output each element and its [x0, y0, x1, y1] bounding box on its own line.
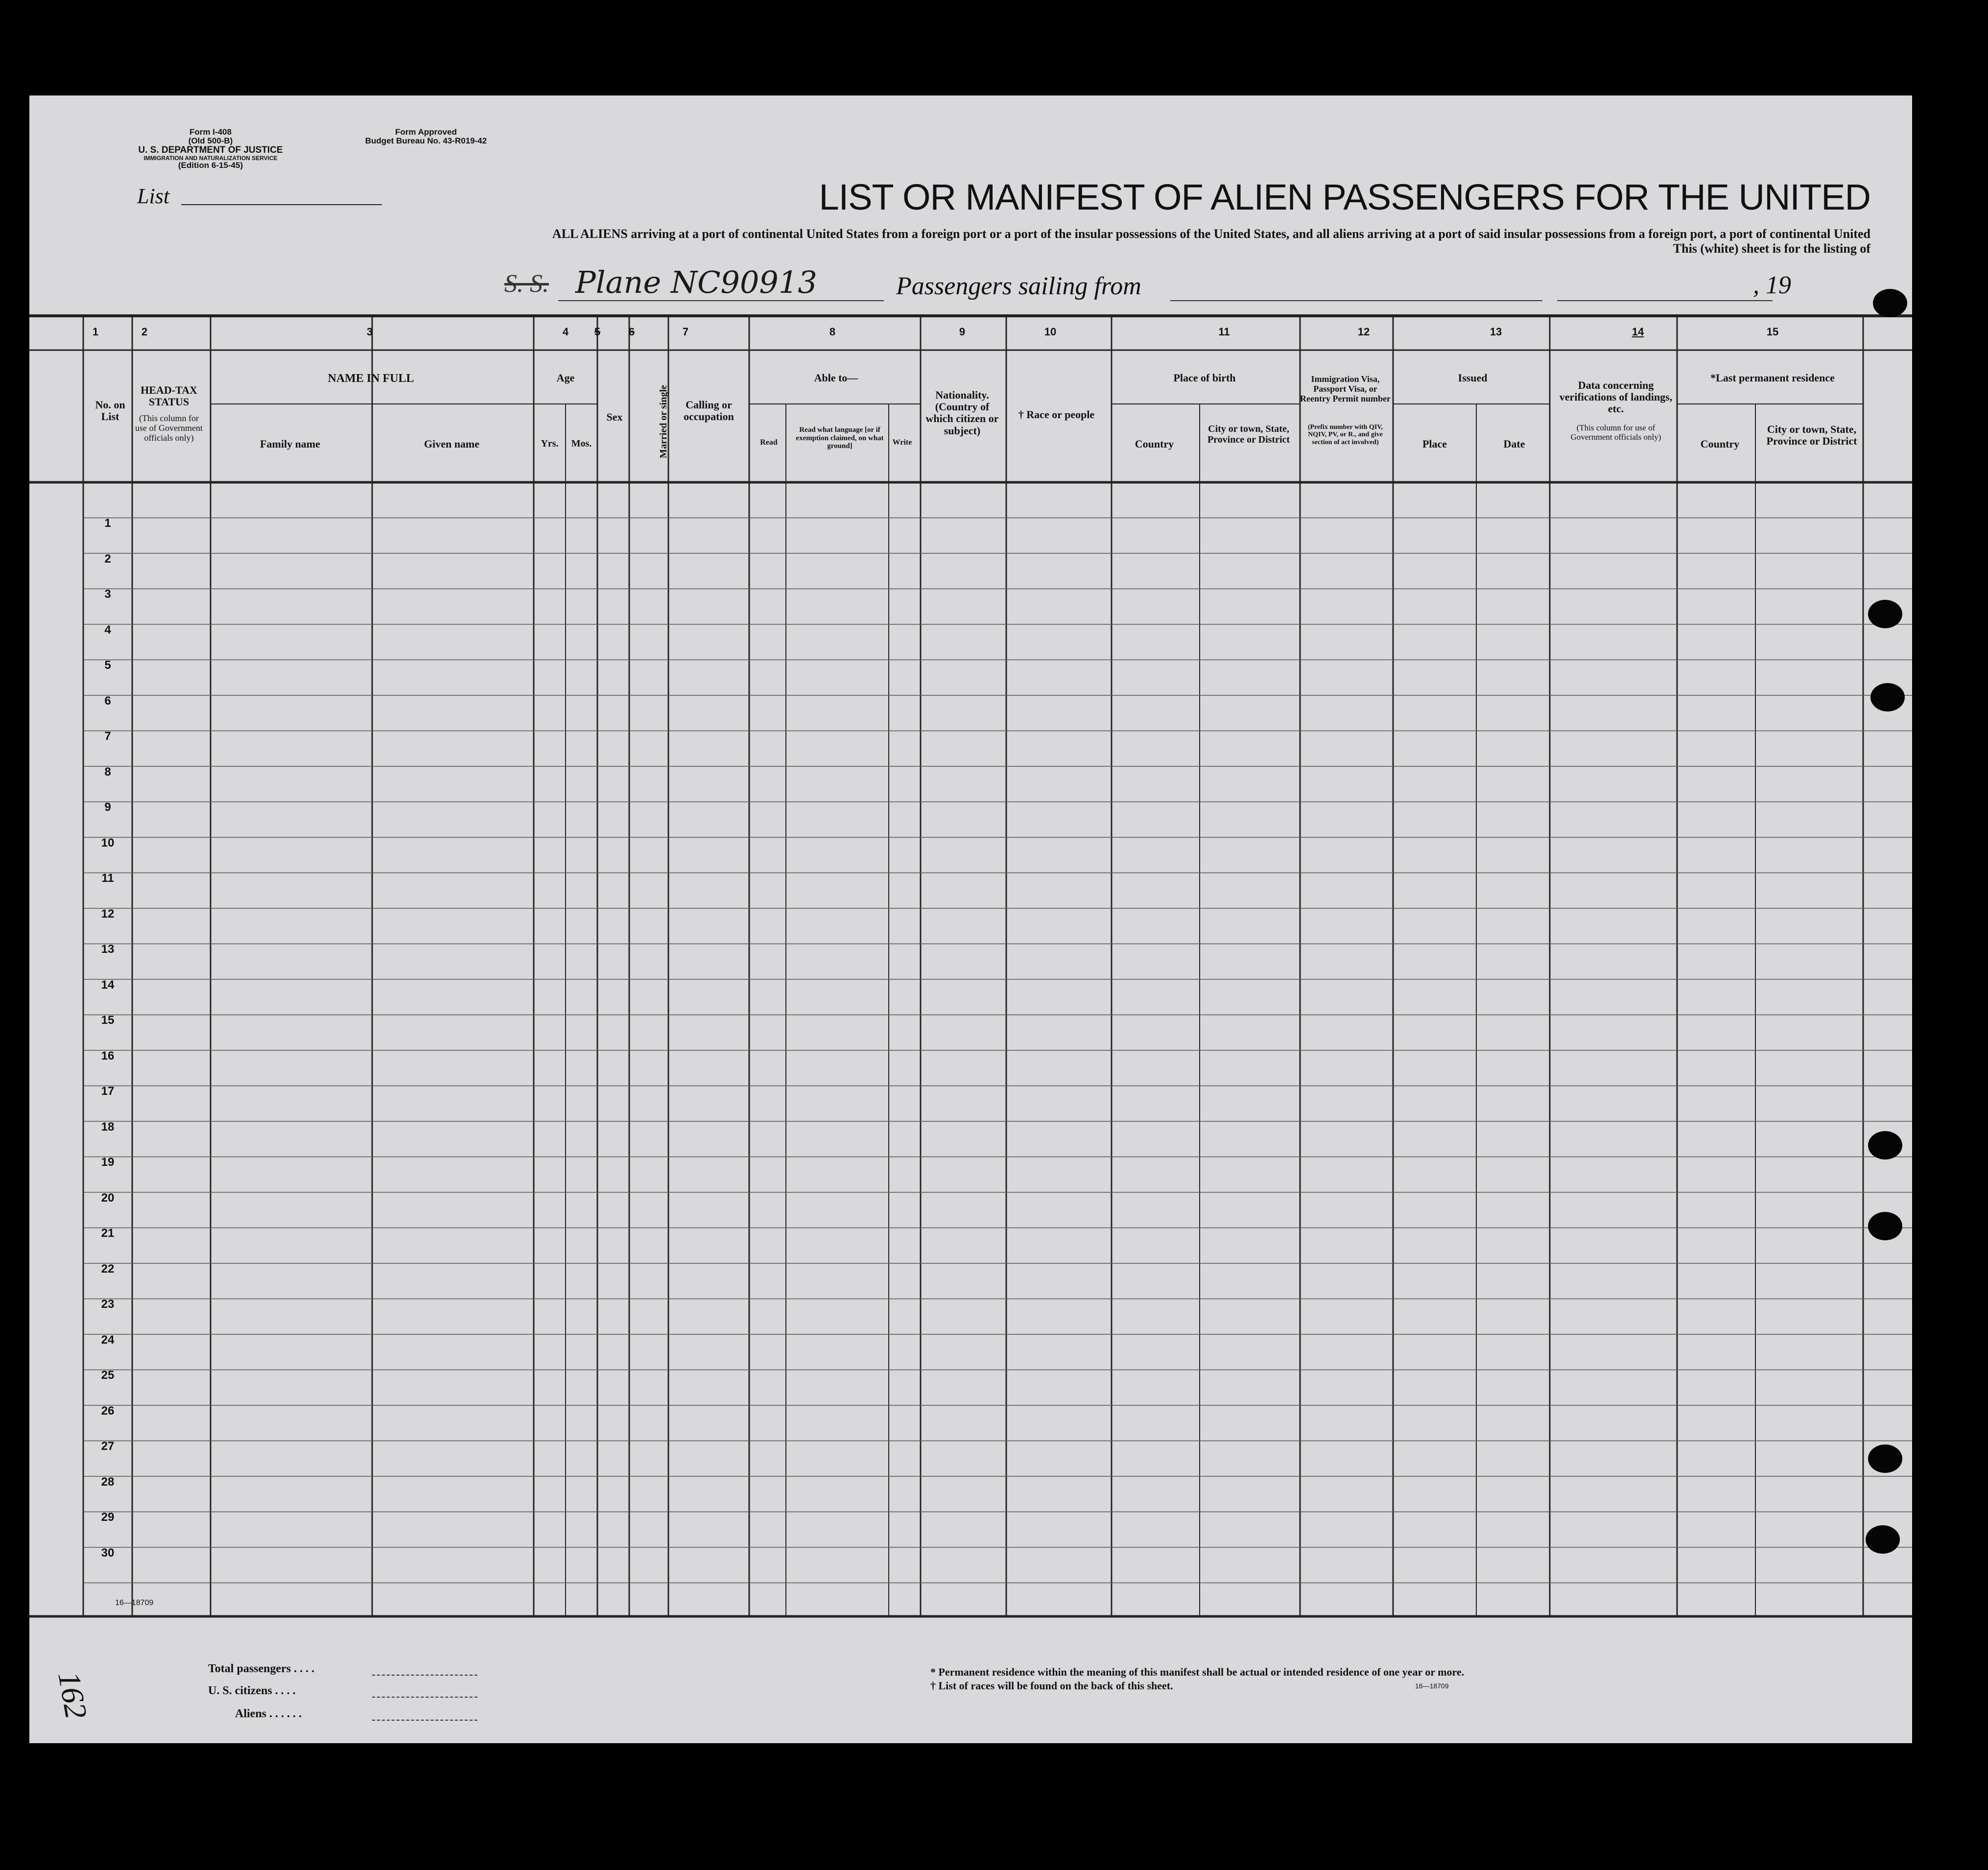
row-number: 14 [101, 978, 115, 992]
header-no-on-list: No. on List [95, 399, 125, 423]
print-code-footer: 16—18709 [1415, 1682, 1449, 1690]
col-num-8: 8 [829, 326, 836, 338]
header-race: † Race or people [1018, 408, 1095, 421]
row-number: 10 [101, 836, 115, 850]
row-number: 27 [101, 1440, 115, 1453]
col-num-13: 13 [1490, 326, 1502, 338]
row-number: 16 [101, 1049, 115, 1063]
row-number: 11 [101, 872, 114, 885]
service-name: IMMIGRATION AND NATURALIZATION SERVICE [143, 154, 278, 162]
row-number: 1 [104, 517, 111, 530]
col-num-7: 7 [682, 326, 689, 338]
row-number: 2 [104, 552, 111, 566]
col-num-5: 5 [594, 326, 601, 338]
header-visa: Immigration Visa, Passport Visa, or Reentry Permit number [1300, 374, 1391, 403]
budget-number: Budget Bureau No. 43-R019-42 [365, 136, 487, 145]
header-data-concerning: Data concerning verifications of landings, etc. [1559, 379, 1673, 415]
col-num-10: 10 [1044, 326, 1057, 338]
col-num-1: 1 [92, 326, 99, 338]
row-number: 3 [104, 588, 111, 601]
col-num-2: 2 [141, 326, 148, 338]
binding-hole [1868, 1212, 1902, 1240]
header-age: Age [556, 372, 575, 384]
row-number: 21 [101, 1227, 115, 1240]
year-prefix: , 19 [1753, 271, 1791, 299]
header-place-of-birth: Place of birth [1173, 372, 1236, 384]
header-last-residence: *Last permanent residence [1710, 372, 1835, 384]
header-head-tax-note: (This column for use of Government officials only) [135, 413, 203, 443]
row-number: 28 [101, 1475, 115, 1489]
header-read-language: Read what language [or if exemption claimed, on what ground] [796, 426, 884, 450]
manifest-sheet [29, 95, 1912, 1743]
total-passengers-label: Total passengers . . . . [208, 1662, 315, 1675]
ss-label: S. S. [504, 270, 549, 298]
binding-hole [1870, 683, 1905, 711]
header-country: Country [1135, 438, 1174, 450]
print-code: 16—18709 [115, 1599, 154, 1607]
row-number: 7 [104, 730, 111, 743]
row-number: 4 [104, 623, 111, 637]
binding-hole [1873, 289, 1907, 317]
row-number: 18 [101, 1120, 115, 1134]
row-number: 8 [104, 765, 111, 779]
header-sex: Sex [606, 411, 623, 423]
row-number: 26 [101, 1404, 115, 1418]
col-num-12: 12 [1357, 326, 1370, 338]
row-number: 22 [101, 1262, 115, 1276]
note-permanent-residence: * Permanent residence within the meaning of this manifest shall be actual or intended residence of one year or more. [930, 1666, 1465, 1678]
us-citizens-field[interactable] [372, 1697, 477, 1698]
binding-hole [1868, 1131, 1902, 1160]
manifest-grid [29, 95, 1912, 1743]
row-number: 24 [101, 1333, 115, 1347]
header-date: Date [1503, 438, 1525, 450]
form-number: Form I-408 [189, 127, 232, 137]
header-yrs: Yrs. [541, 438, 559, 449]
header-place: Place [1422, 438, 1447, 450]
col-num-11: 11 [1218, 326, 1230, 338]
department-name: U. S. DEPARTMENT OF JUSTICE [138, 144, 283, 155]
binding-hole [1868, 1444, 1902, 1473]
subtitle-line1: ALL ALIENS arriving at a port of continental United States from a foreign port or a port of the insular possessions of the United States, and all aliens arriving at a port of said insular possessions from a foreign port, a port of continental United [552, 227, 1870, 241]
row-number: 5 [104, 659, 111, 672]
col-num-6: 6 [628, 326, 635, 338]
total-passengers-field[interactable] [372, 1675, 477, 1676]
row-number: 29 [101, 1511, 115, 1524]
header-name-in-full: NAME IN FULL [328, 372, 414, 385]
list-label: List [137, 184, 170, 208]
row-number: 17 [101, 1085, 115, 1098]
header-mos: Mos. [571, 438, 592, 449]
header-city-town-residence: City or town, State, Province or District [1766, 423, 1857, 448]
col-num-3: 3 [366, 326, 373, 338]
margin-handwritten-number: 162 [51, 1669, 94, 1722]
vessel-name-handwritten: Plane NC90913 [575, 264, 817, 300]
row-number: 9 [104, 801, 111, 814]
binding-hole [1866, 1525, 1900, 1554]
subtitle-line2: This (white) sheet is for the listing of [1673, 241, 1870, 256]
header-city-town: City or town, State, Province or District [1207, 424, 1290, 445]
row-number: 13 [101, 943, 115, 956]
header-visa-note: (Prefix number with QIV, NQIV, PV, or R., and give section of act involved) [1307, 424, 1383, 446]
header-family-name: Family name [260, 438, 320, 450]
header-calling: Calling or occupation [684, 399, 734, 423]
sailing-label: Passengers sailing from [896, 272, 1141, 300]
col-num-14: 14 [1632, 326, 1644, 338]
col-num-9: 9 [959, 326, 966, 338]
row-number: 6 [104, 694, 111, 708]
row-number: 20 [101, 1191, 115, 1205]
header-able-to: Able to— [814, 372, 858, 384]
form-title: LIST OR MANIFEST OF ALIEN PASSENGERS FOR THE UNITED [819, 177, 1870, 217]
header-issued: Issued [1458, 372, 1488, 384]
header-married: Married or single [658, 385, 669, 458]
aliens-field[interactable] [372, 1720, 477, 1721]
header-head-tax: HEAD-TAX STATUS [141, 384, 197, 408]
header-write: Write [892, 438, 912, 447]
row-number: 15 [101, 1014, 115, 1027]
header-nationality: Nationality. (Country of which citizen or subject) [925, 389, 999, 437]
form-old-number: (Old 500-B) [188, 136, 233, 145]
row-number: 19 [101, 1156, 115, 1169]
note-races: † List of races will be found on the back of this sheet. [930, 1680, 1173, 1692]
binding-hole [1868, 600, 1902, 628]
header-read: Read [760, 438, 778, 447]
header-given-name: Given name [424, 438, 480, 450]
form-approved: Form Approved [395, 127, 457, 137]
row-number: 25 [101, 1369, 115, 1382]
col-num-15: 15 [1766, 326, 1779, 338]
header-country-residence: Country [1700, 438, 1740, 450]
row-number: 30 [101, 1546, 115, 1560]
row-number: 12 [101, 907, 115, 921]
form-edition: (Edition 6-15-45) [178, 161, 243, 170]
col-num-4: 4 [562, 326, 569, 338]
us-citizens-label: U. S. citizens . . . . [208, 1684, 296, 1697]
row-number: 23 [101, 1298, 115, 1311]
aliens-label: Aliens . . . . . . [235, 1707, 302, 1720]
header-data-note: (This column for use of Government officials only) [1570, 423, 1661, 442]
